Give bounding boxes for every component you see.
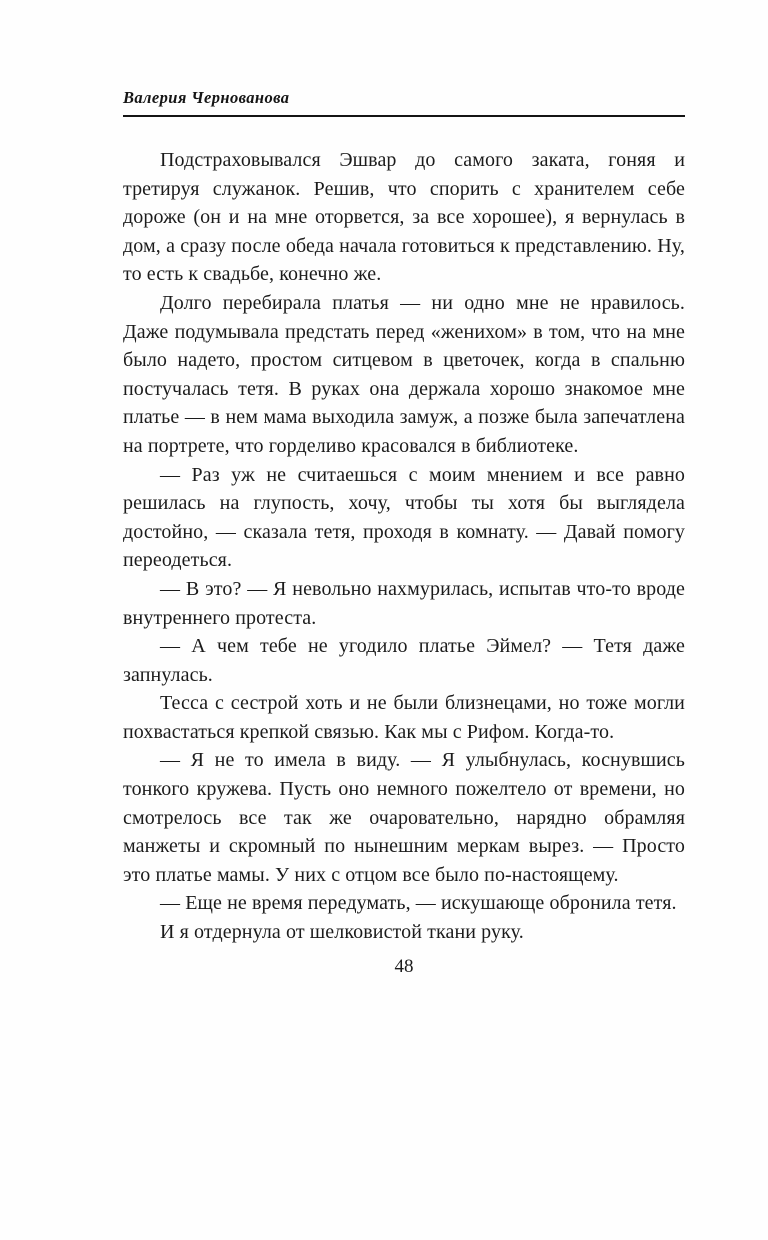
paragraph-2: Долго перебирала платья — ни одно мне не нравилось. Даже подумывала предстать перед «женихом» в том, что на мне было надето, простом ситцевом в цветочек, когда в спальню постучалась тетя. В руках она держала хорошо знакомое мне платье — в нем мама выходила замуж, а позже была запечатлена на портрете, что горделиво красовался в библиотеке. (123, 291, 685, 457)
page-number: 48 (394, 955, 414, 977)
paragraph-9: И я отдернула от шелковистой ткани руку. (160, 921, 524, 944)
paragraph-3: — Раз уж не считаешься с моим мнением и все равно решилась на глупость, хочу, чтобы ты хотя бы выглядела достойно, — сказала тетя, проходя в комнату. — Давай помогу переодеться. (123, 463, 685, 572)
page-footer (123, 956, 685, 978)
paragraph-4: — В это? — Я невольно нахмурилась, испытав что-то вроде внутреннего протеста. (123, 577, 685, 629)
page-header (123, 88, 685, 117)
paragraph-7: — Я не то имела в виду. — Я улыбнулась, коснувшись тонкого кружева. Пусть оно немного пожелтело от времени, но смотрелось все так же очаровательно, нарядно обрамляя манжеты и скромный по нынешним меркам вырез. — Просто это платье мамы. У них с отцом все было по-настоящему. (123, 749, 685, 886)
paragraph-6: Тесса с сестрой хоть и не были близнецами, но тоже могли похвастаться крепкой связью. Как мы с Рифом. Когда-то. (123, 692, 685, 743)
header-rule (123, 115, 685, 117)
paragraph-5: — А чем тебе не угодило платье Эймел? — Тетя даже запнулась. (123, 635, 685, 686)
paragraph-8: — Еще не время передумать, — искушающе обронила тетя. (160, 892, 677, 915)
running-header-author: Валерия Чернованова (123, 88, 290, 107)
body-text (123, 146, 685, 947)
paragraph-1: Подстраховывался Эшвар до самого заката, гоняя и третируя служанок. Решив, что спорить с хранителем себе дороже (он и на мне оторвется, за все хорошее), я вернулась в дом, а сразу после обеда начала готовиться к представлению. Ну, то есть к свадьбе, конечно же. (123, 149, 685, 286)
